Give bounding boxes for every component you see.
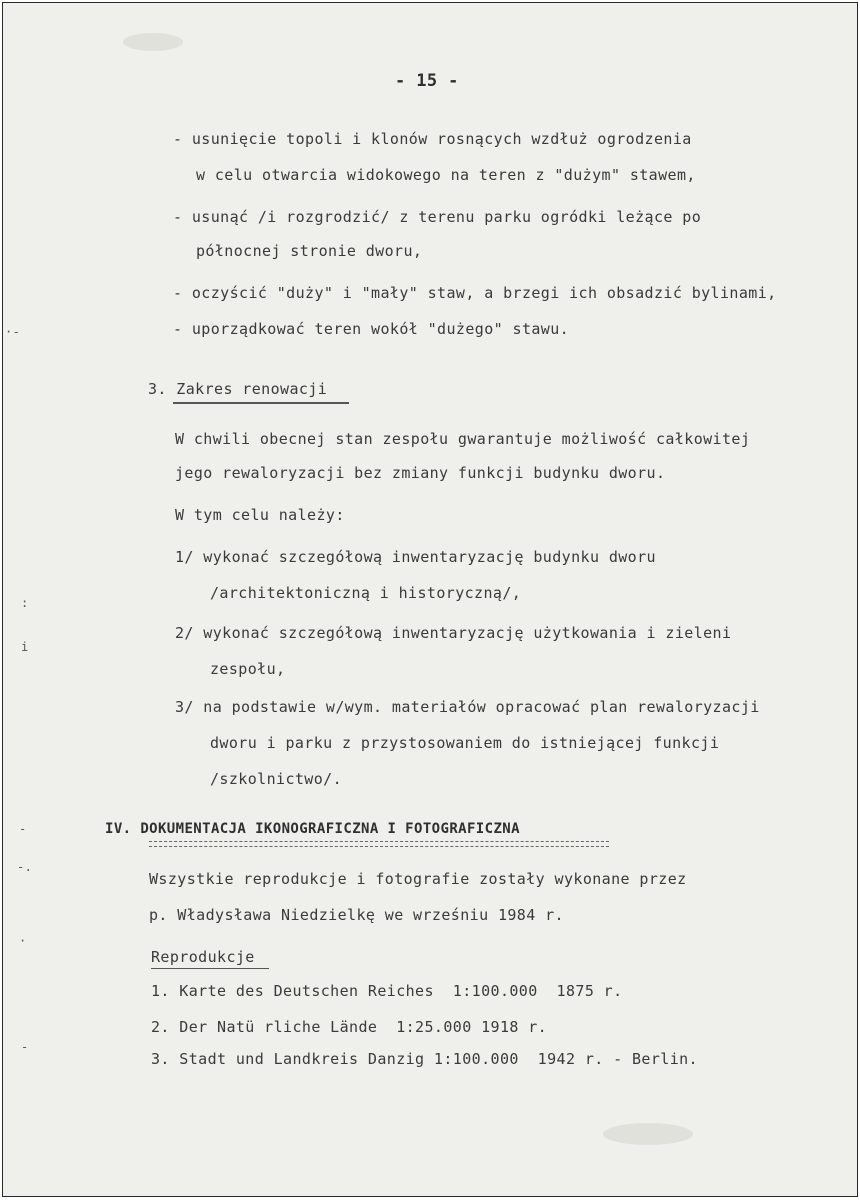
numbered-step-continuation: zespołu, xyxy=(210,660,286,678)
list-item: - usunięcie topoli i klonów rosnących wzdłuż ogrodzenia xyxy=(173,130,692,148)
numbered-step-continuation: /szkolnictwo/. xyxy=(210,770,343,788)
margin-mark: · xyxy=(19,934,27,948)
subheading: Reprodukcje xyxy=(151,948,255,966)
margin-mark: ·- xyxy=(5,325,21,339)
list-item: - oczyścić "duży" i "mały" staw, a brzegi ich obsadzić bylinami, xyxy=(173,284,777,302)
reproduction-item: 1. Karte des Deutschen Reiches 1:100.000 1875 r. xyxy=(151,982,623,1000)
section-heading: 3. Zakres renowacji xyxy=(148,380,328,398)
numbered-step: 1/ wykonać szczegółową inwentaryzację budynku dworu xyxy=(175,548,656,566)
list-item-continuation: północnej stronie dworu, xyxy=(196,242,423,260)
numbered-step: 2/ wykonać szczegółową inwentaryzację użytkowania i zieleni xyxy=(175,624,732,642)
page-number: - 15 - xyxy=(395,71,459,91)
numbered-step-continuation: /architektoniczną i historyczną/, xyxy=(210,584,522,602)
paper-smudge xyxy=(123,33,183,51)
margin-mark: i xyxy=(21,640,29,654)
list-item: - uporządkować teren wokół "dużego" stawu. xyxy=(173,320,570,338)
paragraph-line: W chwili obecnej stan zespołu gwarantuje możliwość całkowitej xyxy=(175,430,751,448)
list-item: - usunąć /i rozgrodzić/ z terenu parku ogródki leżące po xyxy=(173,208,702,226)
list-item-continuation: w celu otwarcia widokowego na teren z "dużym" stawem, xyxy=(196,166,696,184)
paragraph-line: W tym celu należy: xyxy=(175,506,345,524)
numbered-step: 3/ na podstawie w/wym. materiałów opracować plan rewaloryzacji xyxy=(175,698,760,716)
paragraph-line: Wszystkie reprodukcje i fotografie zostały wykonane przez xyxy=(149,870,687,888)
paragraph-line: jego rewaloryzacji bez zmiany funkcji budynku dworu. xyxy=(175,464,666,482)
numbered-step-continuation: dworu i parku z przystosowaniem do istniejącej funkcji xyxy=(210,734,720,752)
reproduction-item: 3. Stadt und Landkreis Danzig 1:100.000 1942 r. - Berlin. xyxy=(151,1050,698,1068)
subheading-underline xyxy=(151,968,269,969)
paper-smudge xyxy=(603,1123,693,1145)
margin-mark: - xyxy=(21,1040,29,1054)
heading-double-underline xyxy=(149,841,609,847)
margin-mark: -. xyxy=(17,860,33,874)
reproduction-item: 2. Der Natü rliche Lände 1:25.000 1918 r. xyxy=(151,1018,548,1036)
heading-underline xyxy=(173,402,349,404)
margin-mark: - xyxy=(19,822,27,836)
document-page xyxy=(2,2,858,1197)
paragraph-line: p. Władysława Niedzielkę we wrześniu 1984 r. xyxy=(149,906,564,924)
margin-mark: : xyxy=(21,596,29,610)
section-heading: IV. DOKUMENTACJA IKONOGRAFICZNA I FOTOGRAFICZNA xyxy=(105,821,520,837)
